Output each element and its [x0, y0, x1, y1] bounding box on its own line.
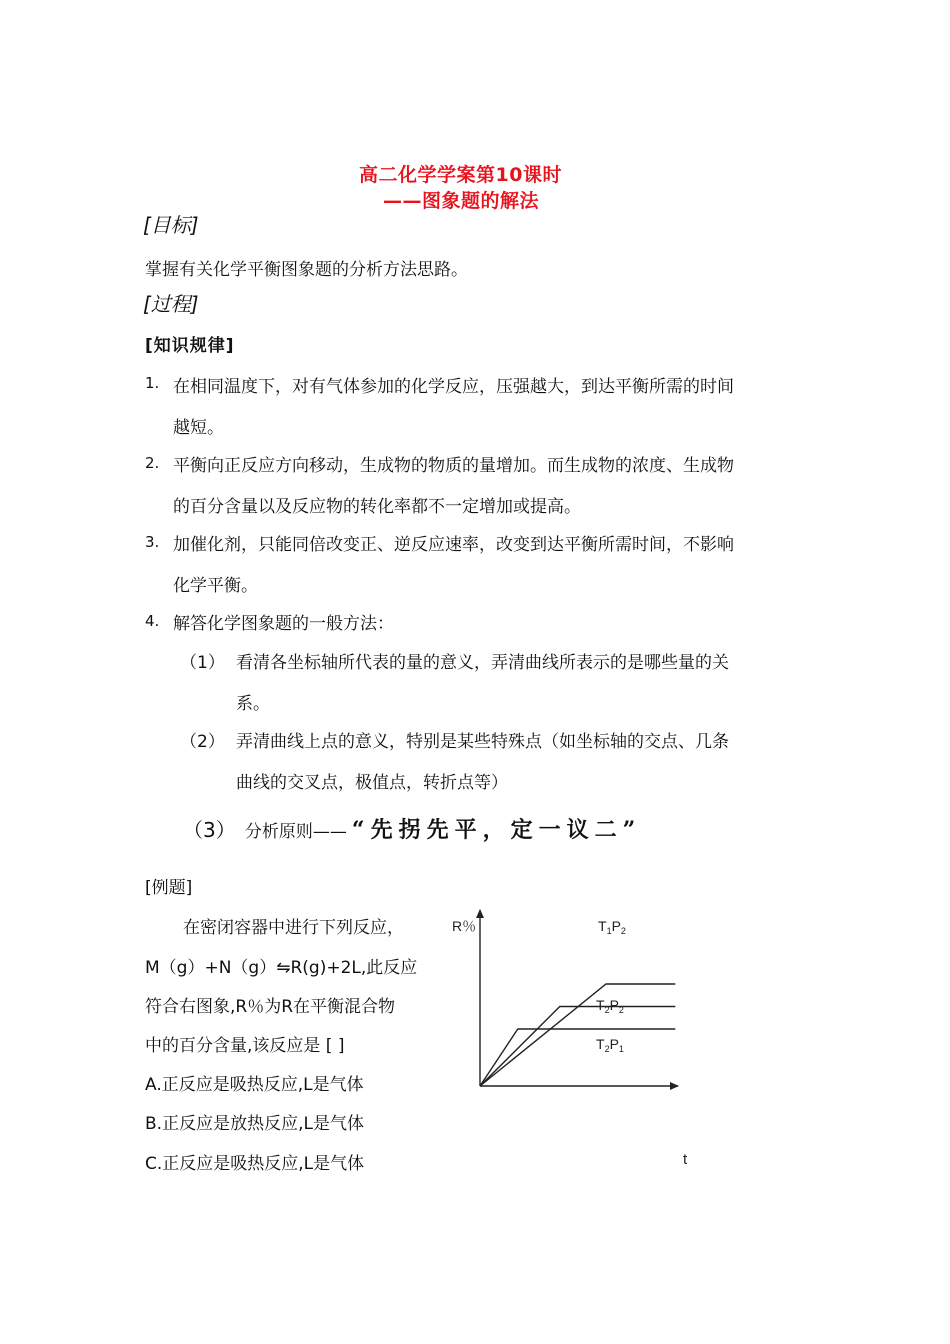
method-number: （1） [180, 653, 225, 673]
x-axis-label: t [683, 1151, 688, 1168]
method-text-cont: 系。 [236, 694, 270, 714]
example-line: 中的百分含量,该反应是 [ ] [145, 1036, 345, 1056]
series-label-3: $T_2P_1$ [596, 1036, 624, 1054]
principle-label: 分析原则—— [244, 822, 347, 842]
rule-text-cont: 化学平衡。 [173, 576, 258, 596]
page-subtitle: ——图象题的解法 [383, 190, 540, 212]
example-line: 符合右图象,R％为R在平衡混合物 [145, 997, 396, 1017]
rule-text: 在相同温度下，对有气体参加的化学反应，压强越大，到达平衡所需的时间 [173, 377, 734, 397]
rule-number: 4. [145, 612, 160, 630]
rule-text: 解答化学图象题的一般方法： [173, 614, 394, 634]
rule-text: 平衡向正反应方向移动，生成物的物质的量增加。而生成物的浓度、生成物 [173, 456, 734, 476]
series-line-2 [480, 1007, 675, 1087]
page-title: 高二化学学案第10课时 [359, 164, 562, 186]
method-text: 看清各坐标轴所代表的量的意义，弄清曲线所表示的是哪些量的关 [236, 653, 729, 673]
y-axis-label: R％ [452, 918, 477, 934]
principle-motto: “先拐先平，定一议二” [351, 817, 642, 843]
example-line: M（g）+N（g）⇋R(g)+2L,此反应 [145, 958, 418, 978]
series-label-2: $T_2P_2$ [596, 997, 624, 1015]
method-text: 弄清曲线上点的意义，特别是某些特殊点（如坐标轴的交点、几条 [236, 732, 729, 752]
knowledge-heading: [知识规律] [145, 336, 235, 356]
goal-heading: [目标] [143, 213, 199, 237]
option-c: C.正反应是吸热反应,L是气体 [145, 1154, 365, 1174]
method-number: （2） [180, 732, 225, 752]
series-line-1 [480, 984, 675, 1086]
example-line: 在密闭容器中进行下列反应， [183, 918, 404, 938]
equilibrium-chart [440, 900, 710, 1180]
series-layer [480, 984, 675, 1086]
series-labels [596, 918, 626, 1054]
rule-text: 加催化剂，只能同倍改变正、逆反应速率，改变到达平衡所需时间，不影响 [173, 535, 734, 555]
analysis-principle [183, 813, 641, 844]
option-a: A.正反应是吸热反应,L是气体 [145, 1075, 364, 1095]
example-heading: [例题] [145, 878, 193, 898]
rule-number: 1. [145, 374, 160, 392]
rule-number: 2. [145, 454, 160, 472]
series-label-1: $T_1P_2$ [598, 918, 626, 936]
rule-text-cont: 的百分含量以及反应物的转化率都不一定增加或提高。 [173, 497, 581, 517]
goal-text: 掌握有关化学平衡图象题的分析方法思路。 [145, 260, 468, 280]
method-text-cont: 曲线的交叉点，极值点，转折点等） [236, 773, 508, 793]
rule-text-cont: 越短。 [173, 418, 224, 438]
option-b: B.正反应是放热反应,L是气体 [145, 1114, 364, 1134]
rule-number: 3. [145, 533, 160, 551]
principle-number: （3） [183, 818, 236, 842]
process-heading: [过程] [143, 292, 199, 316]
